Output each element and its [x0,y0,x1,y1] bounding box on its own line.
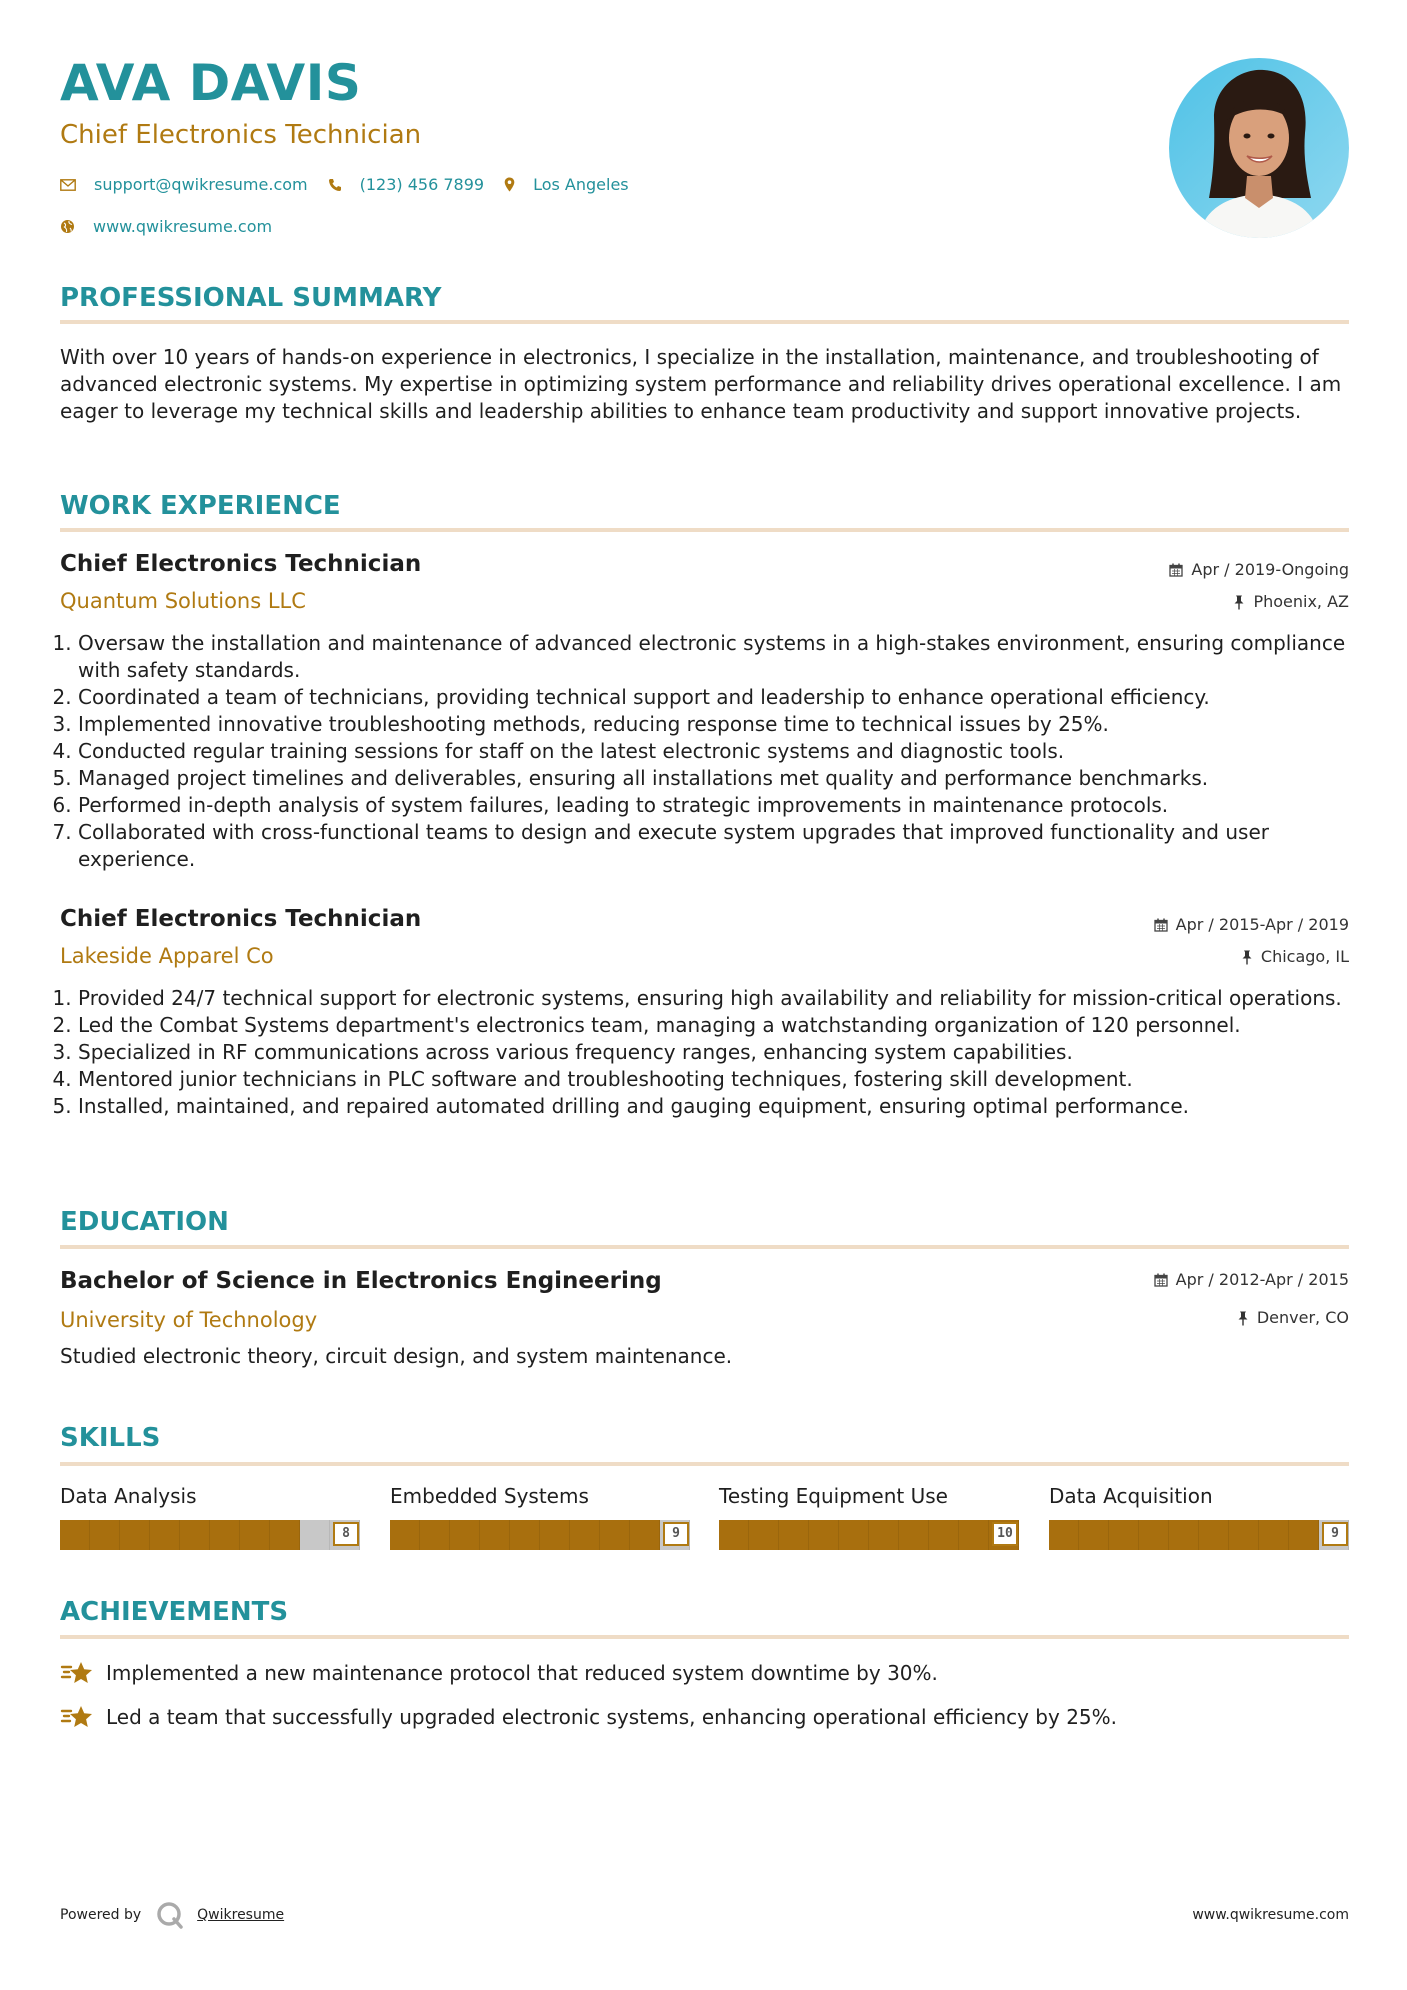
skill-name: Testing Equipment Use [719,1484,948,1508]
education-divider [60,1245,1349,1249]
duty-item: 4. Conducted regular training sessions for staff on the latest electronic systems and diagnostic tools. [78,738,1367,765]
skill-segment [749,1520,779,1550]
calendar-icon [1154,1273,1168,1287]
skill-level-badge: 10 [992,1522,1018,1546]
education-description: Studied electronic theory, circuit design, and system maintenance. [60,1344,733,1368]
skill-segment [210,1520,240,1550]
skill-segment [480,1520,510,1550]
contact-website[interactable] [60,217,272,236]
skills-heading: SKILLS [60,1423,161,1453]
skill-segment [1259,1520,1289,1550]
skill-segment [390,1520,420,1550]
skill-segment [180,1520,210,1550]
school-name: University of Technology [60,1308,318,1332]
company-name: Lakeside Apparel Co [60,944,274,968]
skill-level-badge: 9 [663,1522,689,1546]
map-marker-icon [504,177,515,192]
skill-segment [959,1520,989,1550]
skill-segment [90,1520,120,1550]
job-location-text: Phoenix, AZ [1253,592,1349,611]
duty-item: 1. Oversaw the installation and maintenance of advanced electronic systems in a high-stakes environment, ensuring compliance with safety standards. [78,630,1367,684]
phone-text: (123) 456 7899 [359,175,485,194]
contact-phone [328,175,484,194]
job-title: Chief Electronics Technician [60,906,422,932]
skill-segment [809,1520,839,1550]
qwikresume-logo-icon [155,1900,185,1930]
contact-email[interactable] [60,175,308,194]
education-date [1154,1272,1349,1288]
job-duties-list [60,985,1367,1120]
skill-item [390,1486,690,1550]
skill-segment [1139,1520,1169,1550]
job-date-text: Apr / 2015-Apr / 2019 [1175,915,1349,934]
degree-title: Bachelor of Science in Electronics Engineering [60,1268,662,1294]
job-location [1241,949,1349,965]
candidate-role: Chief Electronics Technician [60,120,422,150]
skill-segment [929,1520,959,1550]
avatar-illustration [1169,58,1349,238]
experience-divider [60,528,1349,532]
skill-segment [869,1520,899,1550]
skill-name: Embedded Systems [390,1484,589,1508]
footer-url[interactable]: www.qwikresume.com [1192,1907,1349,1923]
job-date [1154,917,1349,933]
skill-segment [60,1520,90,1550]
duty-item: 6. Performed in-depth analysis of system failures, leading to strategic improvements in maintenance protocols. [78,792,1367,819]
achievements-divider [60,1635,1349,1639]
skill-segment [1109,1520,1139,1550]
skill-segment [600,1520,630,1550]
pin-icon [1233,595,1245,610]
job-location [1233,594,1349,610]
contact-location [504,175,629,194]
profile-photo [1169,58,1349,238]
achievement-text: Led a team that successfully upgraded electronic systems, enhancing operational efficiency by 25%. [106,1705,1118,1729]
education-location-text: Denver, CO [1256,1308,1349,1327]
skill-segment [779,1520,809,1550]
globe-icon [60,219,75,234]
website-row [60,217,292,236]
education-heading: EDUCATION [60,1207,229,1237]
achievement-item [60,1703,1117,1731]
skill-segment [270,1520,300,1550]
calendar-icon [1154,918,1168,932]
skill-segment [450,1520,480,1550]
job-title: Chief Electronics Technician [60,551,422,577]
company-name: Quantum Solutions LLC [60,589,306,613]
job-duties-list [60,630,1367,873]
skill-level-badge: 9 [1322,1522,1348,1546]
job-location-text: Chicago, IL [1260,947,1349,966]
skill-segment [839,1520,869,1550]
skill-segment [899,1520,929,1550]
skill-name: Data Acquisition [1049,1484,1213,1508]
skill-item [719,1486,1019,1550]
skill-segment [1079,1520,1109,1550]
envelope-icon [60,179,76,191]
skill-segment [510,1520,540,1550]
skill-segment [150,1520,180,1550]
skills-divider [60,1462,1349,1466]
job-date [1169,562,1349,578]
skill-bar [1049,1520,1349,1550]
duty-item: 4. Mentored junior technicians in PLC software and troubleshooting techniques, fostering skill development. [78,1066,1367,1093]
pin-icon [1241,950,1253,965]
achievements-heading: ACHIEVEMENTS [60,1597,289,1627]
education-date-text: Apr / 2012-Apr / 2015 [1175,1270,1349,1289]
education-location [1237,1310,1349,1326]
experience-heading: WORK EXPERIENCE [60,491,341,521]
skill-segment [1169,1520,1199,1550]
skill-segment [570,1520,600,1550]
summary-text: With over 10 years of hands-on experience in electronics, I specialize in the installation, maintenance, and troubleshooting of advanced electronic systems. My expertise in optimizing system performance and reliability drives operational excellence. I am eager to leverage my technical skills and leadership abilities to enhance team productivity and support innovative projects. [60,345,1342,423]
skill-segment [240,1520,270,1550]
achievement-item [60,1659,938,1687]
skill-segment [1049,1520,1079,1550]
pin-icon [1237,1311,1249,1326]
duty-item: 5. Installed, maintained, and repaired automated drilling and gauging equipment, ensuring optimal performance. [78,1093,1367,1120]
skill-segment [300,1520,330,1550]
skill-item [60,1486,360,1550]
skill-segment [120,1520,150,1550]
duty-item: 7. Collaborated with cross-functional teams to design and execute system upgrades that improved functionality and user experience. [78,819,1367,873]
skill-segment [719,1520,749,1550]
summary-divider [60,320,1349,324]
skill-segment [630,1520,660,1550]
phone-icon [328,178,342,192]
email-link[interactable]: support@qwikresume.com [94,175,308,194]
job-date-text: Apr / 2019-Ongoing [1191,560,1349,579]
qwikresume-link[interactable]: Qwikresume [197,1907,285,1923]
skill-segment [1289,1520,1319,1550]
duty-item: 2. Coordinated a team of technicians, providing technical support and leadership to enhance operational efficiency. [78,684,1367,711]
achievement-text: Implemented a new maintenance protocol that reduced system downtime by 30%. [106,1661,938,1685]
duty-item: 2. Led the Combat Systems department's electronics team, managing a watchstanding organization of 120 personnel. [78,1012,1367,1039]
skill-segment [1229,1520,1259,1550]
powered-by-text: Powered by [60,1907,142,1923]
skill-segment [1199,1520,1229,1550]
star-icon [60,1659,94,1687]
candidate-name: AVA DAVIS [60,54,362,112]
skill-bar [719,1520,1019,1550]
duty-item: 5. Managed project timelines and deliverables, ensuring all installations met quality and performance benchmarks. [78,765,1367,792]
skill-segment [420,1520,450,1550]
calendar-icon [1169,563,1183,577]
skill-level-badge: 8 [333,1522,359,1546]
contact-row [60,175,649,194]
skill-bar [60,1520,360,1550]
skill-name: Data Analysis [60,1484,197,1508]
skill-item [1049,1486,1349,1550]
footer-powered-by [60,1900,284,1930]
summary-heading: PROFESSIONAL SUMMARY [60,283,442,313]
website-link[interactable]: www.qwikresume.com [93,217,273,236]
location-text: Los Angeles [533,175,629,194]
duty-item: 1. Provided 24/7 technical support for electronic systems, ensuring high availability and reliability for mission-critical operations. [78,985,1367,1012]
star-icon [60,1703,94,1731]
skill-bar [390,1520,690,1550]
skill-segment [540,1520,570,1550]
duty-item: 3. Implemented innovative troubleshooting methods, reducing response time to technical issues by 25%. [78,711,1367,738]
duty-item: 3. Specialized in RF communications across various frequency ranges, enhancing system capabilities. [78,1039,1367,1066]
